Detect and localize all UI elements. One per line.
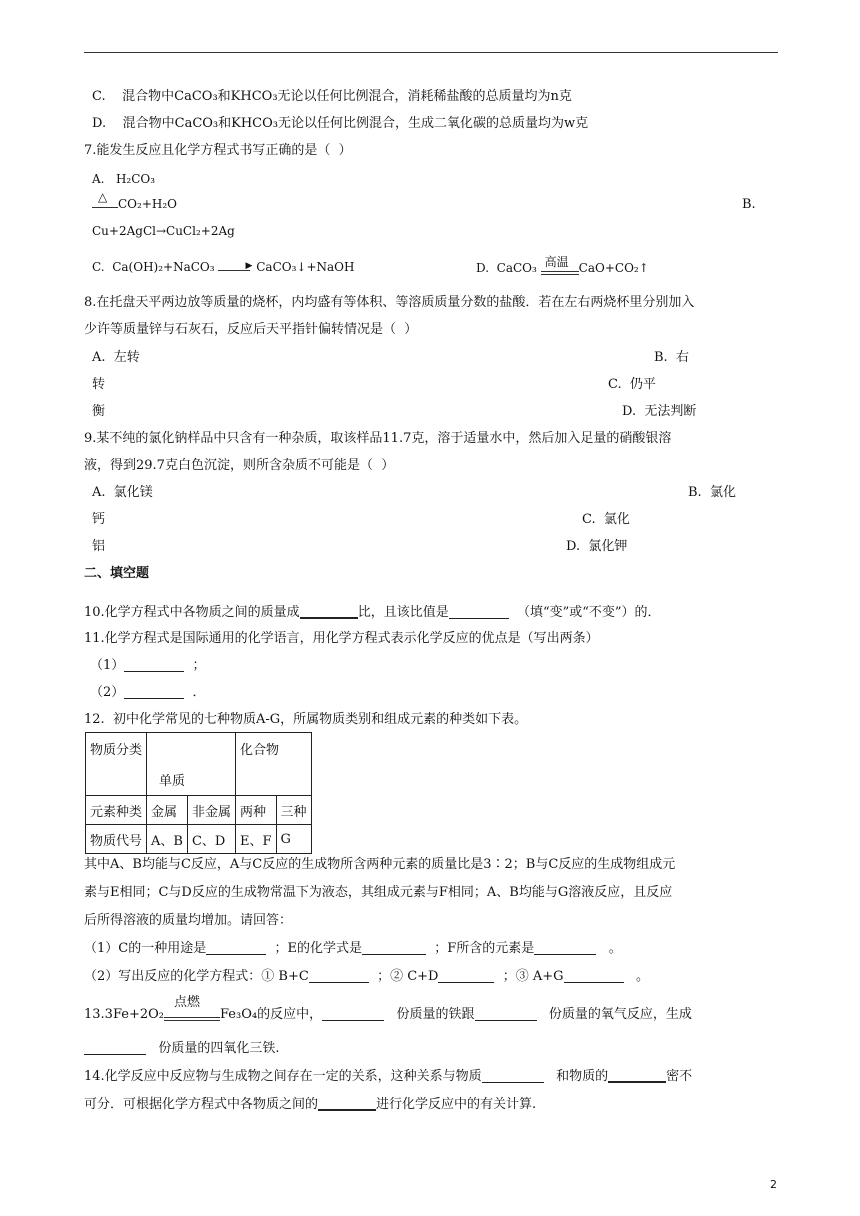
q8-option-a: A. 左转 (92, 350, 140, 365)
q14-blank-3[interactable] (318, 1095, 376, 1111)
q9-option-d: D. 氯化钾 (566, 539, 628, 554)
header-rule (84, 52, 778, 53)
q14-blank-2[interactable] (608, 1067, 666, 1083)
section-heading-fill-in: 二、填空题 (84, 566, 150, 581)
q9-option-b: B. 氯化 (688, 485, 736, 500)
table-header-compound: 化合物 (235, 733, 311, 796)
q9-option-a: A. 氯化镁 (92, 485, 153, 500)
q10: 10.化学方程式中各物质之间的质量成 比，且该比值是 （填“变”或“不变”）的． (84, 605, 661, 620)
q12-stem: 12. 初中化学常见的七种物质A-G，所属物质类别和组成元素的种类如下表。 (84, 712, 528, 727)
q13-blank-oxygen[interactable] (475, 1006, 537, 1021)
q12-classification-table (85, 732, 312, 854)
q11-item-2: （2） ． (90, 685, 206, 700)
q8-option-b-wrap: 转 (92, 377, 106, 392)
q6-option-c: C. 混合物中CaCO₃和KHCO₃无论以任何比例混合，消耗稀盐酸的总质量均为n克 (92, 89, 572, 104)
q9-option-b-wrap: 钙 (92, 512, 106, 527)
table-cell-two: 两种 (235, 796, 276, 825)
table-cell-g: G (276, 825, 311, 854)
q11-blank-2[interactable] (124, 684, 184, 699)
q12-paragraph-line1: 其中A、B均能与C反应，A与C反应的生成物所含两种元素的质量比是3∶2；B与C反应的生成物组成元 (84, 857, 676, 872)
q12-paragraph-line2: 素与E相同；C与D反应的生成物常温下为液态，其组成元素与F相同；A、B均能与G溶液反应，且反应 (84, 885, 673, 900)
q12-sub-question-1: （1）C的一种用途是 ；E的化学式是 ；F所含的元素是 。 (84, 941, 622, 956)
q13-line1: 13.3Fe+2O₂ 点燃 Fe₃O₄的反应中， 份质量的铁跟 份质量的氧气反应，生成 (84, 995, 692, 1022)
table-cell-cd: C、D (187, 825, 235, 854)
q9-stem-line2: 液，得到29.7克白色沉淀，则所含杂质不可能是（ ） (84, 458, 395, 473)
q8-option-c-wrap: 衡 (92, 404, 106, 419)
q8-option-d: D. 无法判断 (622, 404, 697, 419)
q12-paragraph-line3: 后所得溶液的质量均增加。请回答： (84, 913, 293, 928)
q12-sub-question-2: （2）写出反应的化学方程式：① B+C ；② C+D ；③ A+G 。 (84, 969, 649, 984)
q11-item-1: （1） ； (90, 658, 206, 673)
q6-option-d: D. 混合物中CaCO₃和KHCO₃无论以任何比例混合，生成二氧化碳的总质量均为w克 (92, 116, 589, 131)
page-number: 2 (770, 1178, 777, 1191)
q9-option-c-wrap: 铝 (92, 539, 106, 554)
q12-blank-eq-3[interactable] (564, 968, 624, 983)
q13-line2: 份质量的四氧化三铁. (84, 1040, 280, 1058)
q12-blank-eq-1[interactable] (309, 968, 369, 983)
q7-stem: 7.能发生反应且化学方程式书写正确的是（ ） (84, 143, 352, 158)
q10-blank-2[interactable] (449, 604, 509, 619)
q13-blank-iron[interactable] (322, 1006, 384, 1021)
table-cell-three: 三种 (276, 796, 311, 825)
q8-option-b: B. 右 (654, 350, 689, 365)
q14-line2: 可分．可根据化学方程式中各物质之间的 进行化学反应中的有关计算. (84, 1097, 537, 1112)
q14-line1: 14.化学反应中反应物与生成物之间存在一定的关系，这种关系与物质 和物质的 密不 (84, 1069, 693, 1084)
q7-option-c: C. Ca(OH)₂+NaCO₃ ▶ CaCO₃↓+NaOH (92, 260, 355, 274)
q12-blank-f-elements[interactable] (534, 940, 596, 955)
q11-stem: 11.化学方程式是国际通用的化学语言，用化学方程式表示化学反应的优点是（写出两条） (84, 631, 599, 646)
q9-option-c: C. 氯化 (582, 512, 630, 527)
q12-blank-use[interactable] (206, 940, 266, 955)
q11-blank-1[interactable] (124, 657, 184, 672)
q7-option-b-label: B. (742, 197, 756, 212)
q7-option-a-equation: △ CO₂+H₂O (92, 194, 177, 213)
table-cell-ab: A、B (147, 825, 188, 854)
table-row-label-codes: 物质代号 (86, 825, 147, 854)
table-header-classification: 物质分类 (86, 733, 147, 796)
q10-blank-1[interactable] (300, 603, 358, 619)
q7-option-b-equation: Cu+2AgCl→CuCl₂+2Ag (92, 224, 235, 238)
table-cell-nonmetal: 非金属 (187, 796, 235, 825)
q9-stem-line1: 9.某不纯的氯化钠样品中只含有一种杂质，取该样品11.7克，溶于适量水中，然后加入足量的硝酸银溶 (84, 431, 672, 446)
q14-blank-1[interactable] (482, 1068, 544, 1083)
q13-blank-product[interactable] (84, 1040, 146, 1055)
table-cell-metal: 金属 (147, 796, 188, 825)
q8-stem-line2: 少许等质量锌与石灰石，反应后天平指针偏转情况是（ ） (84, 322, 418, 337)
q7-option-a-label: A. H₂CO₃ (92, 172, 156, 186)
table-header-simple-substance: 单质 (147, 733, 236, 796)
table-row-label-elements: 元素种类 (86, 796, 147, 825)
q8-stem-line1: 8.在托盘天平两边放等质量的烧杯，内均盛有等体积、等溶质质量分数的盐酸．若在左右两烧杯里分别加入 (84, 295, 695, 310)
q7-option-d: D. CaCO₃ 高温 CaO+CO₂↑ (476, 255, 649, 275)
table-cell-ef: E、F (235, 825, 276, 854)
q12-blank-eq-2[interactable] (438, 968, 494, 983)
q12-blank-e-formula[interactable] (362, 940, 426, 955)
q8-option-c: C. 仍平 (608, 377, 656, 392)
